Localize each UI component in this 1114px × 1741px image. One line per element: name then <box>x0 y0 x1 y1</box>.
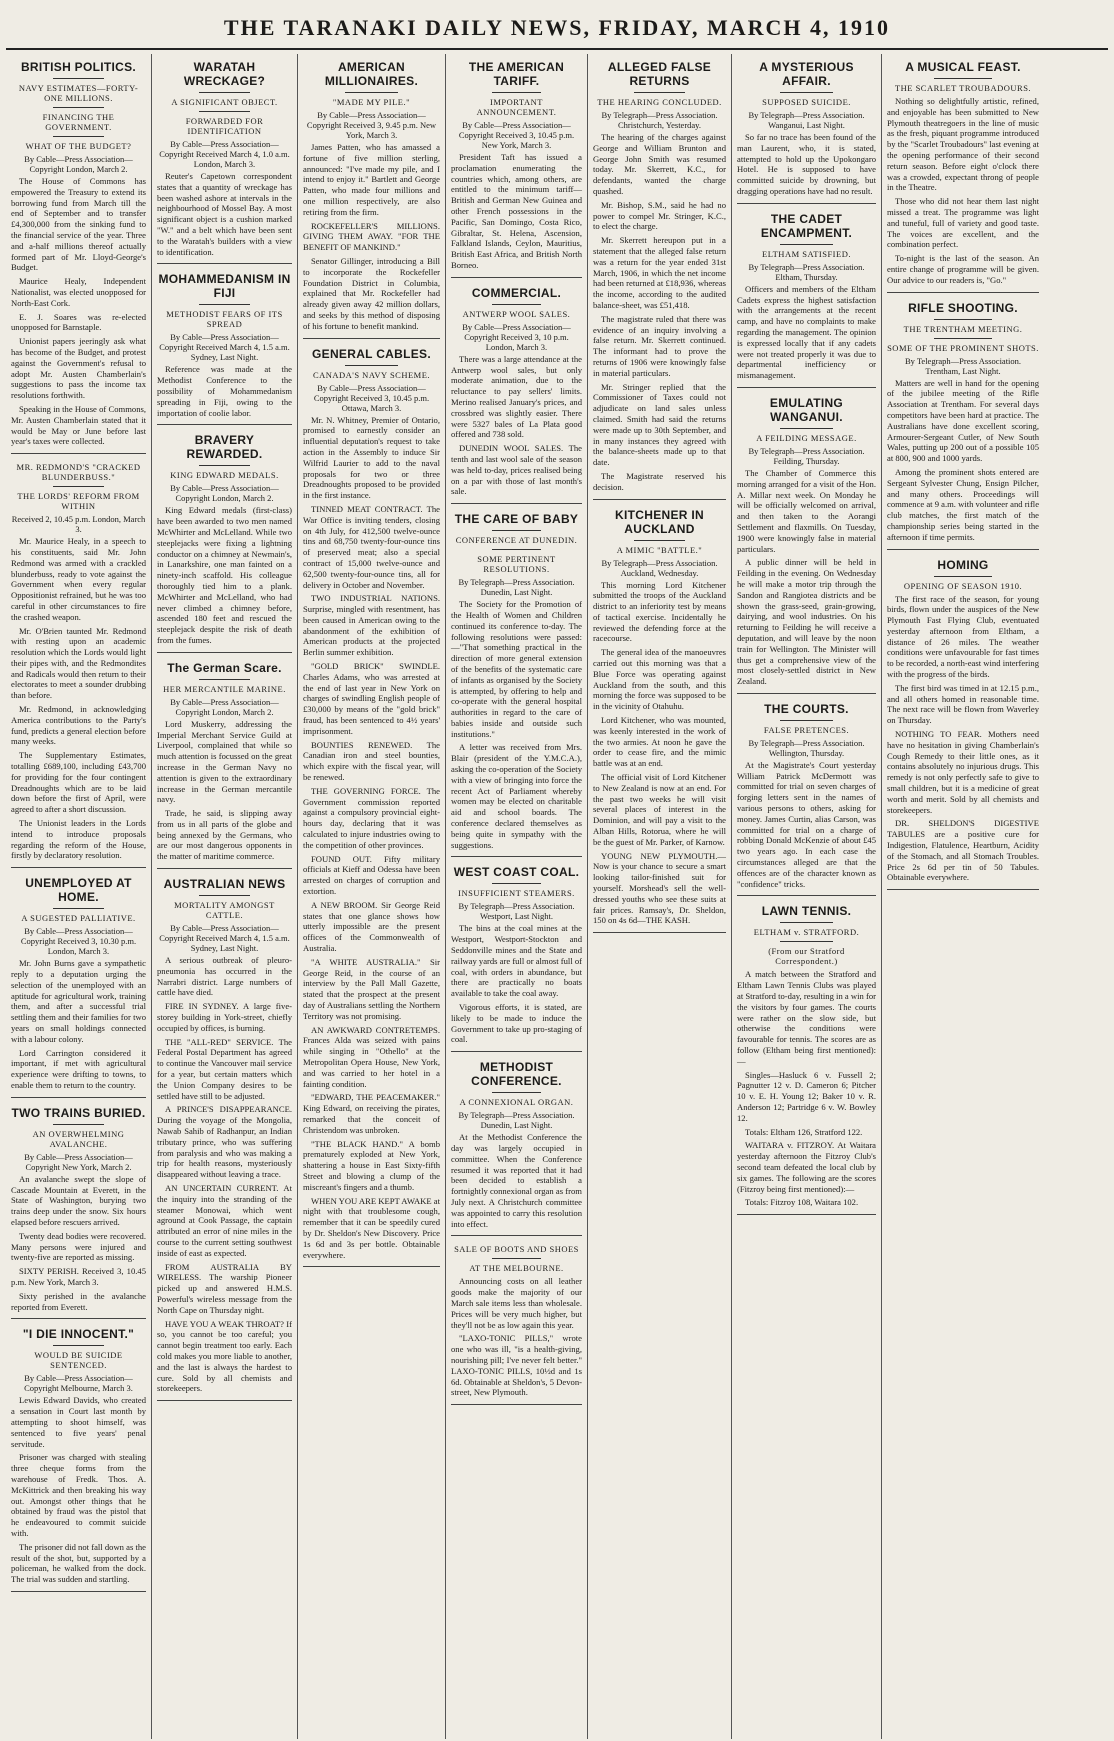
article-paragraph: Matters are well in hand for the opening of the jubilee meeting of the Rifle Association at Trentham. For several days competitors have been hard at practice. The Australians have done excellent scoring, Armourer-Sergeant Cutler, of New South Wales, putting up 200 out of a possible 105 at 800, 900 and 1000 yards. <box>887 377 1039 464</box>
article-paragraph: Singles—Hasluck 6 v. Fussell 2; Pagnutter 12 v. D. Cameron 6; Pitcher 10 v. E. H. Young 12; Baker 10 v. R. Anderson 12; Partridge 6 v. W. Bowley 12. <box>737 1069 876 1123</box>
article-headline: TWO TRAINS BURIED. <box>11 1105 146 1120</box>
article-paragraph: The Magistrate reserved his decision. <box>593 470 726 492</box>
divider <box>934 78 992 79</box>
divider <box>934 576 992 577</box>
section-divider <box>303 338 440 339</box>
article-paragraph: Mr. Redmond, in acknowledging America contributions to the Party's fund, predicts a general election before many weeks. <box>11 704 146 747</box>
dateline: By Telegraph—Press Association. Eltham, Thursday. <box>748 261 865 282</box>
article-paragraph: President Taft has issued a proclamation enumerating the countries which, among others, are entitled to the minimum tariff—British and German New Guinea and other French possessions in the Pacific, San Domingo, Costa Rico, Gibraltar, St. Helena, Ascension, Falkland Islands, Ceylon, Mauritius, British East Africa, and British North Borneo. <box>451 152 582 270</box>
article-headline: AUSTRALIAN NEWS <box>163 877 286 892</box>
article-paragraph: Totals: Eltham 126, Stratford 122. <box>745 1126 863 1137</box>
article <box>157 433 292 652</box>
article-paragraph: "GOLD BRICK" SWINDLE. Charles Adams, who was arrested at the end of last year in New York on charges of swindling English people of £30,000 by means of the "gold brick" fraud, has been sentenced to 4½ years' imprisonment. <box>303 661 440 736</box>
article-headline: A MUSICAL FEAST. <box>905 60 1021 74</box>
divider <box>199 111 250 112</box>
divider <box>492 1092 542 1093</box>
article-paragraph: DUNEDIN WOOL SALES. The tenth and last wool sale of the season was held to-day, prices realised being on a par with those of last month's sale. <box>451 443 582 497</box>
article-paragraph: The official visit of Lord Kitchener to New Zealand is now at an end. For the past two weeks he will visit several places of interest in the Dominion, and will pay a visit to the Alban Hills, Rotorua, where he will be the guest of Mr. Parker, of Karnow. <box>593 772 726 847</box>
article-paragraph: There was a large attendance at the Antwerp wool sales, but only moderate animation, due to the reluctance to pay sellers' limits. Merino realised January's prices, and crossbred was slightly easier. There were 5327 bales of La Plata good offered and 738 sold. <box>451 353 582 440</box>
divider <box>934 319 992 320</box>
dateline: By Cable—Press Association—Copyright Received 3, 10.45 p.m. Ottawa, March 3. <box>313 382 430 413</box>
dateline: By Telegraph—Press Association. Feilding, Thursday. <box>748 445 865 466</box>
article-paragraph: The bins at the coal mines at the Westport, Westport-Stockton and Seddonville mines and the State and railway yards are full or almost full of coal, with orders in abundance, but there are practically no boats available to take the coal away. <box>451 923 583 999</box>
article-paragraph: AN AWKWARD CONTRETEMPS. Frances Alda was seized with pains while singing in "Othello" at the Metropolitan Opera House, New York, and was carried to her hotel in a fainting condition. <box>303 1024 440 1089</box>
article-paragraph: A public dinner will be held in Feilding in the evening. On Wednesday he will make a motor trip through the Sandon and Rangiotea districts and be shown the grass-seed, grain-growing, dairying, and wool industries. On his returning to Feilding he will receive a deputation, and will leave by the noon train for Wellington. The Minister will thus get a comprehensive view of the most closely-settled district in New Zealand. <box>737 557 876 687</box>
article-paragraph: Senator Gillinger, introducing a Bill to incorporate the Rockefeller Foundation District in Columbia, explained that Mr. Rockefeller had already given away 42 million dollars, and seeks by this method of disposing of his fortune to benefit mankind. <box>303 255 440 331</box>
article-headline: GENERAL CABLES. <box>312 346 431 361</box>
article-headline: MOHAMMEDANISM IN FIJI <box>158 272 291 301</box>
article-paragraph: Unionist papers jeeringly ask what has become of the Budget, and protest against the Government's refusal to adopt Mr. Austen Chamberlain's suggestions to pass the income tax resolutions forthwith. <box>11 336 146 401</box>
article-subheading: CONFERENCE AT DUNEDIN. <box>455 535 578 546</box>
section-divider <box>157 424 292 425</box>
article <box>737 702 876 897</box>
article-headline: A MYSTERIOUS AFFAIR. <box>759 60 854 88</box>
article <box>737 212 876 388</box>
masthead-title: THE TARANAKI DAILY NEWS, FRIDAY, MARCH 4, 1910 <box>223 15 891 40</box>
article-paragraph: Announcing costs on all leather goods make the majority of our March sale items less than wholesale. Prices will be very much higher, but they'll not be as low again this year. <box>451 1276 582 1330</box>
article-headline: The German Scare. <box>167 660 282 675</box>
section-divider <box>593 499 726 500</box>
article-subheading: AT THE MELBOURNE. <box>469 1263 564 1274</box>
section-divider <box>451 856 582 857</box>
article-paragraph: AN UNCERTAIN CURRENT. At the inquiry into the stranding of the steamer Monowai, which went aground at Cook Passage, the captain attributed an error of nine miles in the course to the current setting southwest inside of east as expected. <box>157 1183 292 1258</box>
article-subheading: FALSE PRETENCES. <box>763 724 850 735</box>
dateline: Received 2, 10.45 p.m. London, March 3. <box>11 514 146 535</box>
divider <box>780 922 833 923</box>
article-paragraph: THE GOVERNING FORCE. The Government commission reported against a compulsory provincial eight-hours day, declaring that it was calculated to injure industries owing to the competition of other provinces. <box>303 785 440 850</box>
dateline: By Cable—Press Association—Copyright Received 3, 10.30 p.m. London, March 3. <box>20 926 137 957</box>
article-subheading: CANADA'S NAVY SCHEME. <box>312 369 431 380</box>
article-subheading: NAVY ESTIMATES—FORTY-ONE MILLIONS. <box>18 83 139 103</box>
article-subheading: "MADE MY PILE." <box>332 97 411 107</box>
divider <box>492 530 542 531</box>
article-paragraph: The general idea of the manoeuvres carried out this morning was that a Blue Force was operating against Auckland from the south, and this morning the force was supposed to be in the vicinity of Otahuhu. <box>593 647 726 712</box>
section-divider <box>451 503 582 504</box>
dateline: By Cable—Press Association—Copyright London, March 2. <box>170 483 279 504</box>
article-paragraph: Mr. John Burns gave a sympathetic reply to a deputation urging the selection of the unemployed with an aptitude for agricultural work, training them, and after a successful trial settling them and their families for two years on small holdings connected with a labour colony. <box>11 958 146 1044</box>
article-paragraph: TINNED MEAT CONTRACT. The War Office is inviting tenders, closing on 4th July, for 412,500 twelve-ounce tins and 68,750 twenty-four-ounce tins of preserved meat; also a special contract of 15,000 twelve-ounce and 62,500 twenty-four-ounce tins, all for delivery in October and November. <box>303 503 440 590</box>
article-paragraph: FOUND OUT. Fifty military officials at Kieff and Odessa have been arrested on charges of corruption and extortion. <box>303 853 440 897</box>
article-paragraph: James Patten, who has amassed a fortune of five million sterling, announced: "I've made my pile, and I intend to enjoy it." Bartlett and George Patten, who made four millions and one million respectively, are also retiring from the firm. <box>303 142 440 217</box>
article-subheading: FORWARDED FOR IDENTIFICATION <box>185 116 264 136</box>
article <box>887 60 1039 293</box>
article-paragraph: E. J. Soares was re-elected unopposed for Barnstaple. <box>11 311 146 333</box>
article-subheading: THE TRENTHAM MEETING. <box>903 323 1023 334</box>
article-paragraph: So far no trace has been found of the man Laurent, who, it is stated, attempted to hold up the Upokongaro Hotel. He is supposed to have committed suicide by drowning, but dragging operations have had no result. <box>737 132 876 196</box>
divider <box>634 540 685 541</box>
section-divider <box>11 1318 146 1319</box>
article-subheading: MORTALITY AMONGST CATTLE. <box>174 900 275 921</box>
section-divider <box>737 895 876 896</box>
divider <box>53 136 104 137</box>
article-subheading: THE LORDS' REFORM FROM WITHIN <box>17 491 140 512</box>
article-paragraph: Lord Carrington considered it important, if met with agricultural experience were drifting to towns, to enable them to return to the country. <box>11 1047 146 1090</box>
article-paragraph: Those who did not hear them last night missed a treat. The programme was light and tuneful, full of variety and good taste. The voices are excellent, and the combination perfect. <box>887 196 1039 250</box>
divider <box>634 92 685 93</box>
section-divider <box>451 1235 582 1236</box>
article <box>303 347 440 1268</box>
article-subheading: OPENING OF SEASON 1910. <box>903 580 1023 591</box>
article-paragraph: Totals: Fitzroy 108, Waitara 102. <box>745 1197 859 1208</box>
section-divider <box>593 932 726 933</box>
section-divider <box>11 867 146 868</box>
article-subheading: ELTHAM v. STRATFORD. <box>753 927 860 938</box>
article-paragraph: Lord Muskerry, addressing the Imperial Merchant Service Guild at Liverpool, complained that while so much attention is focussed on the great increase in the German Navy no attention is given to the extraordinary increase in the German mercantile navy. <box>157 718 292 805</box>
article <box>11 60 146 454</box>
article-paragraph: The hearing of the charges against George and William Brunton and George John Smith was resumed today. Mr. Skerrett, K.C., for defendants, wanted the charge quashed. <box>593 132 726 196</box>
divider <box>492 883 542 884</box>
article <box>887 558 1039 891</box>
article-subheading: AN OVERWHELMING AVALANCHE. <box>32 1128 125 1149</box>
divider <box>780 92 833 93</box>
article <box>737 60 876 204</box>
section-divider <box>451 277 582 278</box>
article <box>451 1060 582 1236</box>
dateline: By Telegraph—Press Association. Trentham, Last Night. <box>904 355 1022 376</box>
article-subheading: WOULD BE SUICIDE SENTENCED. <box>34 1350 123 1371</box>
article <box>451 286 582 504</box>
article-headline: ALLEGED FALSE RETURNS <box>607 60 712 88</box>
article-subheading: INSUFFICIENT STEAMERS. <box>458 888 575 899</box>
divider <box>492 304 542 305</box>
section-divider <box>157 1400 292 1401</box>
article-paragraph: A PRINCE'S DISAPPEARANCE. During the voyage of the Mongolia, Nawab Sahib of Radhanpur, an Indian tributary prince, who was suffering from paralysis and who was making a trip for health reasons, mysteriously disappeared without leaving a trace. <box>157 1104 292 1180</box>
section-divider <box>887 549 1039 550</box>
article-subheading: ELTHAM SATISFIED. <box>762 248 851 259</box>
columns <box>6 54 1108 1739</box>
column-4 <box>446 54 588 1739</box>
article <box>593 60 726 500</box>
article-subheading: A SUGESTED PALLIATIVE. <box>21 913 136 924</box>
article-paragraph: BOUNTIES RENEWED. The Canadian iron and steel bounties, which expire with the fiscal year, will be renewed. <box>303 739 440 783</box>
divider <box>53 78 104 79</box>
article-paragraph: A match between the Stratford and Eltham Lawn Tennis Clubs was played at Stratford to-day, resulting in a win for the visitors by four games. The courts were rather on the slow side, but otherwise the conditions were favourable for tennis. The scores are as follow (Eltham being first mentioned):— <box>737 969 876 1066</box>
article-headline: AMERICAN MILLIONAIRES. <box>324 60 419 88</box>
section-divider <box>737 387 876 388</box>
article-subheading: THE SCARLET TROUBADOURS. <box>894 83 1032 93</box>
article-subheading: SALE OF BOOTS AND SHOES <box>454 1244 579 1255</box>
article-paragraph: Mr. Stringer replied that the Commissioner of Taxes could not adjudicate on land sales unless claimed. Smith had said the returns were made up to 30th September, and in many instances they agreed with the balance-sheets made up to that date. <box>593 381 726 468</box>
article-paragraph: Mr. Bishop, S.M., said he had no power to compel Mr. Stringer, K.C., to elect the charge. <box>593 199 726 232</box>
article-paragraph: "A WHITE AUSTRALIA." Sir George Reid, in the course of an interview by the Pall Mall Gazette, stated that the prospect at the present day of Australians settling the Northern Territory was not promising. <box>303 956 440 1021</box>
divider <box>53 1345 104 1346</box>
dateline: By Cable—Press Association—Copyright Received 3, 10.45 p.m. New York, March 3. <box>458 120 575 150</box>
article-paragraph: Speaking in the House of Commons, Mr. Austen Chamberlain stated that it would be May or June before last year's taxes were collected. <box>11 403 146 447</box>
article-subheading: ANTWERP WOOL SALES. <box>462 308 571 319</box>
dateline: By Cable—Press Association—Copyright Melbourne, March 3. <box>24 1373 133 1394</box>
article-paragraph: Twenty dead bodies were recovered. Many persons were injured and twenty-five are reported as missing. <box>11 1230 146 1263</box>
divider <box>345 92 397 93</box>
article-paragraph: THE "ALL-RED" SERVICE. The Federal Postal Department has agreed to continue the Vancouver mail service for a year, but certain matters which the Union Company desires to be settled have still to be adjusted. <box>157 1036 292 1101</box>
article-headline: LAWN TENNIS. <box>761 904 852 919</box>
article <box>451 865 582 1052</box>
article-paragraph: Among the prominent shots entered are Sergeant Sylvester Chung, Ensign Pilcher, and many others. Proceedings will commence at 9 a.m. with volunteer and rifle club matches, the first match of the championship series being started in the afternoon if time permits. <box>887 466 1040 542</box>
article-paragraph: Mr. Skerrett hereupon put in a statement that the alleged false return was a return for the year ended 31st March, 1906, in which the net income had been returned at £18,936, whereas the income, according to the audited balance-sheet, was £51,418. <box>593 235 726 310</box>
article-headline: THE CARE OF BABY <box>454 512 579 527</box>
article-paragraph: The Supplementary Estimates, totalling £689,100, including £43,700 for providing for the four contingent Dreadnoughts which are to be laid down before the first of April, were agreed to after a short discussion. <box>11 750 146 815</box>
article-headline: WEST COAST COAL. <box>453 865 580 880</box>
article-subheading: SUPPOSED SUICIDE. <box>762 97 851 107</box>
article-paragraph: The House of Commons has empowered the Treasury to extend its borrowing fund from March till the end of September and to transfer £4,300,000 from the sinking fund to the financial service of the year. Three and a-half millions thereof actually formed part of Mr. Lloyd-George's Budget. <box>11 176 146 273</box>
article-paragraph: "EDWARD, THE PEACEMAKER." King Edward, on receiving the pirates, remarked that the conceit of Christendom was unbroken. <box>303 1092 440 1135</box>
article-paragraph: An avalanche swept the slope of Cascade Mountain at Everett, in the State of Washington, burying two trains deep under the snow. Six hours elapsed before rescuers arrived. <box>11 1173 146 1227</box>
article-paragraph: This morning Lord Kitchener submitted the troops of the Auckland district to an inferiority test by means of tactical exercise. Incidentally he reviewed the defending force at the racecourse. <box>593 579 726 644</box>
article-headline: METHODIST CONFERENCE. <box>471 1060 562 1089</box>
divider <box>780 720 833 721</box>
section-divider <box>887 889 1039 890</box>
dateline: By Cable—Press Association—Copyright Received 3, 9.45 p.m. New York, March 3. <box>306 110 437 140</box>
article-paragraph: To-night is the last of the season. An entire change of programme will be given. Our advice to our readers is, "Go." <box>887 253 1039 285</box>
article-paragraph: The first bird was timed in at 12.15 p.m., and all others homed in reasonable time. The next race will be flown from Waverley on Thursday. <box>887 682 1039 726</box>
article-subheading: FINANCING THE GOVERNMENT. <box>42 112 115 132</box>
divider <box>199 304 250 305</box>
article-headline: EMULATING WANGANUI. <box>769 395 844 424</box>
article <box>451 1244 582 1405</box>
article-paragraph: The Society for the Promotion of the Health of Women and Children continued its conference to-day. The following resolutions were passed:—"That something practical in the direction of more general extension of the benefits of the systematic care of infants as organised by the Society is attempted, by offering to help and co-operate with the general hospital authorities in regard to the care of babies inside and outside such institutions." <box>451 599 582 739</box>
article <box>593 508 726 934</box>
article-subheading: A MIMIC "BATTLE." <box>616 544 703 555</box>
article-paragraph: Sixty perished in the avalanche reported from Everett. <box>11 1290 146 1312</box>
article-paragraph: Mr. Maurice Healy, in a speech to his constituents, said Mr. John Redmond was armed with a crackled blunderbuss, ready to vote against the Government when every regular Oppositionist refrained, but he was too careful in other circumstances to fire the crashed weapon. <box>11 536 146 622</box>
dateline: By Telegraph—Press Association. Westport, Last Night. <box>458 901 575 922</box>
dateline: By Cable—Press Association—Copyright Received 3, 10 p.m. London, March 3. <box>462 321 571 352</box>
article-paragraph: DR. SHELDON'S DIGESTIVE TABULES are a positive cure for Indigestion, Flatulence, Heartburn, Acidity of the Stomach, and all Stomach Troubles. Price 2s 6d per tin of 50 Tabules. Obtainable everywhere. <box>887 818 1039 883</box>
article-paragraph: ROCKEFELLER'S MILLIONS. GIVING THEM AWAY. "FOR THE BENEFIT OF MANKIND." <box>303 220 440 253</box>
dateline: By Cable—Press Association—Copyright Received March 4, 1.5 a.m. Sydney, Last Night. <box>159 332 290 363</box>
divider <box>780 244 833 245</box>
article-paragraph: Nothing so delightfully artistic, refined, and enjoyable has been submitted to New Plymouth theatregoers in the line of music as the fresh, piquant programme introduced by the "Scarlet Troubadours" last evening at the opening performance of their second return season. Before eight o'clock there was a crowded, expectant throng of people in the Theatre. <box>887 96 1039 193</box>
article <box>451 60 582 278</box>
article-paragraph: FIRE IN SYDNEY. A large five-storey building in York-street, chiefly occupied by offices, is burning. <box>157 1001 292 1033</box>
article-subheading: (From our Stratford Correspondent.) <box>768 946 845 967</box>
article-paragraph: NOTHING TO FEAR. Mothers need have no hesitation in giving Chamberlain's Cough Remedy to their little ones, as it contains absolutely no injurious drugs. This remedy is not only perfectly safe to give to small children, but it is a medicine of great worth and merit. Sold by all chemists and storekeepers. <box>887 729 1039 815</box>
divider <box>780 428 833 429</box>
article-paragraph: WAITARA v. FITZROY. At Waitara yesterday afternoon the Fitzroy Club's second team defeated the local club by six games. The following are the scores (Fitzroy being first mentioned):— <box>737 1140 876 1194</box>
article-subheading: WHAT OF THE BUDGET? <box>25 141 132 151</box>
divider <box>934 338 992 339</box>
dateline: By Cable—Press Association—Copyright New York, March 2. <box>24 1151 133 1172</box>
article-headline: THE CADET ENCAMPMENT. <box>760 211 853 240</box>
dateline: By Cable—Press Association—Copyright London, March 2. <box>170 696 279 717</box>
article-subheading: A SIGNIFICANT OBJECT. <box>171 97 278 107</box>
article-paragraph: TWO INDUSTRIAL NATIONS. Surprise, mingled with resentment, has been caused in American owing to the abandonment of the exhibition of American products at the projected Berlin summer exhibition. <box>303 593 440 658</box>
divider <box>492 1258 542 1259</box>
divider <box>53 908 104 909</box>
article-paragraph: Vigorous efforts, it is stated, are likely to be made to induce the Government to take up pro-staging of coal. <box>451 1002 582 1045</box>
article-paragraph: WHEN YOU ARE KEPT AWAKE at night with that troublesome cough, remember that it can be speedily cured by Dr. Sheldon's New Discovery. Price 1s 6d and 3s per bottle. Obtainable everywhere. <box>303 1195 440 1260</box>
article <box>11 462 146 868</box>
article-paragraph: FROM AUSTRALIA BY WIRELESS. The warship Pioneer picked up and answered H.M.S. Powerful's wireless message from the North Cape on Thursday night. <box>157 1261 292 1315</box>
article-paragraph: SIXTY PERISH. Received 3, 10.45 p.m. New York, March 3. <box>11 1266 146 1287</box>
article-paragraph: The first race of the season, for young birds, flown under the auspices of the New Plymouth Fast Flying Club, eventuated yesterday afternoon from Eltham, a distance of 26 miles. The weather conditions were unfavourable for fast times to be recorded, a north-east wind interfering with the progress of the birds. <box>887 593 1039 680</box>
divider <box>780 941 833 942</box>
dateline: By Telegraph—Press Association. Wanganui, Last Night. <box>748 110 865 130</box>
column-5 <box>588 54 732 1739</box>
article-paragraph: Reuter's Capetown correspondent states that a quantity of wreckage has been washed ashore at intervals in the neighbourhood of Mossel Bay. A most significant object is a cushion marked "W." and a belt which have been sent to the Waratah's builders with a view to identification. <box>157 171 292 257</box>
section-divider <box>737 1214 876 1215</box>
article-headline: BRAVERY REWARDED. <box>186 433 263 462</box>
article-headline: UNEMPLOYED AT HOME. <box>25 876 132 905</box>
divider <box>199 92 250 93</box>
article-paragraph: Prisoner was charged with stealing three cheque forms from the warehouse of Fredk. Thos. A. McKittrick and then breaking his way out. Amongst other things that he obtained by fraud was the pistol that he endeavoured to commit suicide with. <box>11 1452 146 1538</box>
article-headline: WARATAH WRECKAGE? <box>183 60 266 88</box>
article-headline: "I DIE INNOCENT." <box>22 1327 135 1342</box>
dateline: By Telegraph—Press Association. Christchurch, Yesterday. <box>601 110 718 130</box>
article <box>451 512 582 857</box>
article-paragraph: King Edward medals (first-class) have been awarded to two men named McWhirter and McLelland. While two steeplejacks were fixing a lightning conductor on a chimney at Newmain's, in Lanarkshire, one man fainted on a ninety-inch scaffold. His colleague thoroughly tied him to a plank. McWhirter and McLelland, who had never climbed a chimney before, ascended 180 feet and rescued the steeplejack despite the risk of death from the fumes. <box>157 505 292 645</box>
dateline: By Telegraph—Press Association. Wellington, Thursday. <box>748 737 865 758</box>
article-paragraph: Reference was made at the Methodist Conference to the possibility of Mohammedanism spreading in Fiji, owing to the importation of coolie labor. <box>157 364 292 418</box>
section-divider <box>11 1591 146 1592</box>
article-subheading: SOME OF THE PROMINENT SHOTS. <box>887 342 1039 353</box>
divider <box>345 365 397 366</box>
dateline: By Cable—Press Association—Copyright Received March 4, 1.0 a.m. London, March 3. <box>159 139 290 169</box>
divider <box>492 92 542 93</box>
divider <box>199 895 250 896</box>
article-paragraph: YOUNG NEW PLYMOUTH.—Now is your chance to secure a smart looking tailor-finished suit for yourself. Morshead's sell the well-dressed youths who see these suits at fair prices. Ramsay's, Dr. Sheldon, 150 on 4s 6d—THE KASH. <box>593 850 726 926</box>
article <box>157 877 292 1401</box>
article-subheading: SOME PERTINENT RESOLUTIONS. <box>477 554 556 575</box>
dateline: By Telegraph—Press Association. Dunedin, Last Night. <box>458 1110 575 1131</box>
article-paragraph: At the Magistrate's Court yesterday William Patrick McDermott was committed for trial on seven charges of forging letters sent in the names of various persons to others, asking for money. James Curtin, alias Carson, was committed for trial on a charge of robbing Donald McKenzie of about £45 two years ago. In each case the circumstances alleged are that the offences are of the character known as "confidence" tricks. <box>737 759 876 889</box>
section-divider <box>11 1097 146 1098</box>
dateline: By Cable—Press Association—Copyright Received March 4, 1.5 a.m. Sydney, Last Night. <box>159 923 290 954</box>
article <box>157 661 292 869</box>
article-paragraph: Lord Kitchener, who was mounted, was keenly interested in the work of the two armies. At noon he gave the order to cease fire, and the mimic battle was at an end. <box>593 715 726 769</box>
article <box>887 301 1039 550</box>
article-headline: THE COURTS. <box>764 701 849 716</box>
article-paragraph: The Chamber of Commerce this morning arranged for a visit of the Hon. A. Millar next week. On Monday he will be officially welcomed on arrival, and then taken to the Aorangi Settlement and flaxmills. On Tuesday, 1900 were knowingly false in material particulars. <box>737 467 876 554</box>
divider <box>53 107 104 108</box>
article-paragraph: Trade, he said, is slipping away from us in all parts of the globe and being annexed by the Germans, who are our most dangerous opponents in the matter of maritime commerce. <box>157 808 292 862</box>
article <box>11 876 146 1098</box>
article-headline: RIFLE SHOOTING. <box>908 300 1018 315</box>
column-7 <box>882 54 1044 1739</box>
article-paragraph: "THE BLACK HAND." A bomb prematurely exploded at New York, shattering a house in East Sixty-fifth Street and blowing a clump of the miscreant's fingers and a thumb. <box>303 1138 440 1192</box>
article <box>11 1327 146 1592</box>
divider <box>53 1124 104 1125</box>
article-paragraph: The magistrate ruled that there was evidence of an inquiry involving a false return. Mr. Skerrett continued. The informant had to prove the returns of 1906 were knowingly false in material particulars. <box>593 313 726 378</box>
divider <box>492 549 542 550</box>
section-divider <box>451 1051 582 1052</box>
divider <box>53 486 104 487</box>
section-divider <box>737 693 876 694</box>
article-paragraph: The prisoner did not fall down as the result of the shot, but, supported by a policeman, he walked from the dock. The trial was sudden and startling. <box>11 1541 146 1585</box>
article-headline: THE AMERICAN TARIFF. <box>468 60 565 88</box>
article-paragraph: A serious outbreak of pleuro-pneumonia has occurred in the Narrabri district. Large numbers of cattle have died. <box>157 955 292 998</box>
divider <box>199 679 250 680</box>
article-subheading: HER MERCANTILE MARINE. <box>163 683 286 694</box>
article-subheading: METHODIST FEARS OF ITS SPREAD <box>166 309 283 330</box>
article <box>737 904 876 1215</box>
article <box>11 1106 146 1320</box>
article-paragraph: Mr. N. Whitney, Premier of Ontario, promised to earnestly consider an influential deputation's request to take action in the Assembly to induce Sir Wilfrid Laurier to add to the naval proposals for two or three Dreadnoughts proposed to be provided in the first instance. <box>303 414 440 501</box>
article-paragraph: A letter was received from Mrs. Blair (president of the Y.M.C.A.), asking the co-operation of the Society with a view of bringing into force the recent Act of Parliament whereby women may be elected on charitable aid and school boards. The conference declared themselves as being quite in sympathy with the suggestions. <box>451 742 582 850</box>
dateline: By Telegraph—Press Association. Dunedin, Last Night. <box>458 577 575 598</box>
section-divider <box>157 263 292 264</box>
article-paragraph: The Unionist leaders in the Lords intend to introduce proposals regarding the reform of the House, firstly by declaratory resolution. <box>11 818 146 861</box>
column-1 <box>6 54 152 1739</box>
article-paragraph: Maurice Healy, Independent Nationalist, was elected unopposed for North-East Cork. <box>11 276 146 308</box>
section-divider <box>303 1266 440 1267</box>
section-divider <box>11 453 146 454</box>
article-headline: COMMERCIAL. <box>471 285 562 300</box>
section-divider <box>737 203 876 204</box>
column-2 <box>152 54 298 1739</box>
column-6 <box>732 54 882 1739</box>
article-headline: BRITISH POLITICS. <box>20 60 137 74</box>
divider <box>199 465 250 466</box>
article <box>737 396 876 694</box>
article-subheading: THE HEARING CONCLUDED. <box>597 97 722 107</box>
article-subheading: KING EDWARD MEDALS. <box>170 470 279 481</box>
article-paragraph: At the Methodist Conference the day was largely occupied in committee. When the Conference resumed it was reported that it had been decided to establish a fortnightly connexional organ as from July next. A Christchurch committee was appointed to carry this resolution into effect. <box>451 1132 582 1229</box>
article <box>157 60 292 264</box>
article-headline: HOMING <box>937 557 989 572</box>
dateline: By Cable—Press Association—Copyright London, March 2. <box>24 154 133 174</box>
article-paragraph: Mr. O'Brien taunted Mr. Redmond with resting upon an academic resolution which the Lords would light their pipes with, and the Redmondites and Radicals would then return to their electorates to meet a sounder drubbing than before. <box>11 625 146 701</box>
article-paragraph: Officers and members of the Eltham Cadets express the highest satisfaction with the arrangements at the recent camp, and have no complaints to make regarding the management. The opinion is expressed locally that if any cadets were not treated properly it was due to departmental inefficiency or mismanagement. <box>737 283 876 381</box>
section-divider <box>157 652 292 653</box>
article-subheading: MR. REDMOND'S "CRACKED BLUNDERBUSS." <box>16 462 141 483</box>
article-paragraph: Lewis Edward Davids, who created a sensation in Court last month by attempting to shoot himself, was sentenced to five years' penal servitude. <box>11 1395 146 1449</box>
masthead <box>6 8 1108 50</box>
article <box>157 272 292 425</box>
dateline: By Telegraph—Press Association. Auckland, Wednesday. <box>601 557 718 578</box>
article-subheading: A FEILDING MESSAGE. <box>756 432 857 443</box>
article-paragraph: "LAXO-TONIC PILLS," wrote one who was ill, "is a health-giving, nourishing pill; I've never felt better." LAXO-TONIC PILLS, 10½d and 1s 6d. Obtainable at Sheldon's, 5 Devon-street, New Plymouth. <box>451 1333 582 1398</box>
column-3 <box>298 54 446 1739</box>
section-divider <box>451 1404 582 1405</box>
article-subheading: A CONNEXIONAL ORGAN. <box>459 1097 574 1108</box>
article-paragraph: A NEW BROOM. Sir George Reid states that one glance shows how utterly impossible are the present offices of the Commonwealth of Australia. <box>303 899 440 953</box>
article-subheading: IMPORTANT ANNOUNCEMENT. <box>476 97 557 117</box>
article-paragraph: HAVE YOU A WEAK THROAT? If so, you cannot be too careful; you cannot begin treatment too early. Each cold makes you more liable to another, and the last is always the hardest to cure. Sold by all chemists and storekeepers. <box>157 1318 292 1394</box>
article-headline: KITCHENER IN AUCKLAND <box>615 507 704 536</box>
section-divider <box>157 868 292 869</box>
article <box>303 60 440 339</box>
section-divider <box>887 292 1039 293</box>
